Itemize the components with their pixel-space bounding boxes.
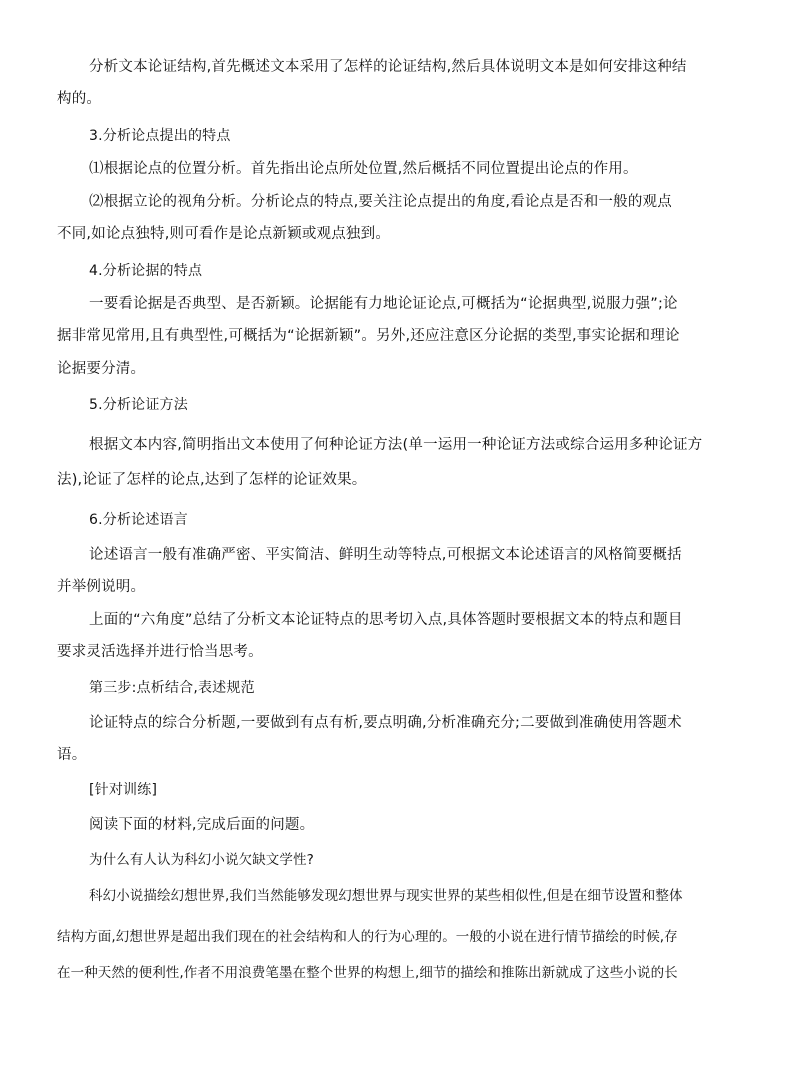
paragraph-line: 上面的“六角度”总结了分析文本论证特点的思考切入点,具体答题时要根据文本的特点和题目 xyxy=(89,612,683,628)
article-line: 结构方面,幻想世界是超出我们现在的社会结构和人的行为心理的。一般的小说在进行情节描绘的时候,存 xyxy=(57,929,678,945)
paragraph-line: 根据文本内容,简明指出文本使用了何种论证方法(单一运用一种论证方法或综合运用多种论证方 xyxy=(89,437,703,453)
paragraph-line: 并举例说明。 xyxy=(57,579,146,595)
section-heading: 4.分析论据的特点 xyxy=(89,263,203,279)
article-title: 为什么有人认为科幻小说欠缺文学性? xyxy=(89,852,314,868)
section-heading: 5.分析论证方法 xyxy=(89,397,188,413)
paragraph-line: 法),论证了怎样的论点,达到了怎样的论证效果。 xyxy=(57,472,367,488)
paragraph-line: 要求灵活选择并进行恰当思考。 xyxy=(57,644,263,660)
paragraph-line: ⑵根据立论的视角分析。分析论点的特点,要关注论点提出的角度,看论点是否和一般的观点 xyxy=(89,194,672,210)
paragraph-line: 构的。 xyxy=(57,91,102,107)
paragraph-line: 一要看论据是否典型、是否新颖。论据能有力地论证论点,可概括为“论据典型,说服力强”;论 xyxy=(89,296,678,312)
paragraph-line: 论证特点的综合分析题,一要做到有点有析,要点明确,分析准确充分;二要做到准确使用答题术 xyxy=(89,715,682,731)
paragraph-line: ⑴根据论点的位置分析。首先指出论点所处位置,然后概括不同位置提出论点的作用。 xyxy=(89,161,638,177)
paragraph-line: 阅读下面的材料,完成后面的问题。 xyxy=(89,817,315,833)
section-heading: 第三步:点析结合,表述规范 xyxy=(89,680,255,696)
article-line: 在一种天然的便利性,作者不用浪费笔墨在整个世界的构想上,细节的描绘和推陈出新就成了这些小说的长 xyxy=(57,965,678,981)
paragraph-line: 论述语言一般有准确严密、平实简洁、鲜明生动等特点,可根据文本论述语言的风格简要概括 xyxy=(89,547,682,563)
paragraph-line: 据非常见常用,且有典型性,可概括为“论据新颖”。另外,还应注意区分论据的类型,事实论据和理论 xyxy=(57,328,680,344)
paragraph-line: 论据要分清。 xyxy=(57,361,146,377)
paragraph-line: 不同,如论点独特,则可看作是论点新颖或观点独到。 xyxy=(57,226,391,242)
article-line: 科幻小说描绘幻想世界,我们当然能够发现幻想世界与现实世界的某些相似性,但是在细节设置和整体 xyxy=(89,888,683,904)
section-heading: 3.分析论点提出的特点 xyxy=(89,128,231,144)
paragraph-line: 分析文本论证结构,首先概述文本采用了怎样的论证结构,然后具体说明文本是如何安排这种结 xyxy=(89,59,687,75)
paragraph-line: 语。 xyxy=(57,747,87,763)
section-heading: [针对训练] xyxy=(89,782,158,798)
section-heading: 6.分析论述语言 xyxy=(89,512,188,528)
